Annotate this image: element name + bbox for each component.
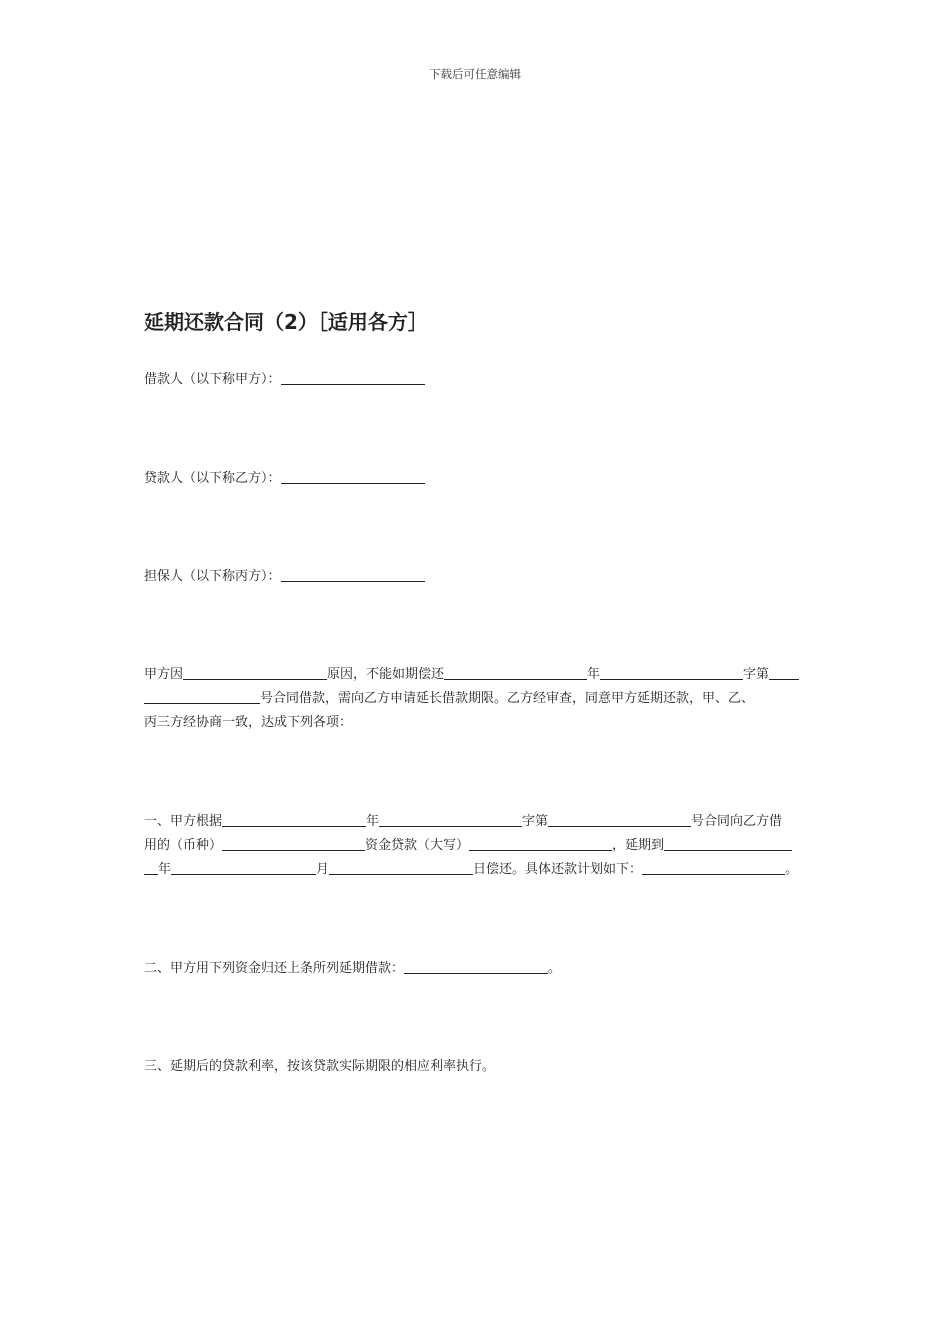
preamble-text: 原因，不能如期偿还 <box>327 667 445 682</box>
contract-no-blank[interactable] <box>548 812 691 827</box>
clause-text: 日偿还。具体还款计划如下： <box>473 862 643 877</box>
repayment-funds-blank[interactable] <box>404 959 548 974</box>
preamble-text: 丙三方经协商一致，达成下列各项： <box>144 715 353 730</box>
clause-text: 字第 <box>522 814 549 829</box>
clause-text: 资金贷款（大写） <box>365 838 470 853</box>
clause-text: 月 <box>316 862 330 877</box>
clause-text: 年 <box>158 862 172 877</box>
preamble-paragraph <box>144 663 820 735</box>
document-title: 延期还款合同（2）［适用各方］ <box>144 310 428 334</box>
clause-text: 三、延期后的贷款利率，按该贷款实际期限的相应利率执行。 <box>144 1059 496 1074</box>
contract-word-blank[interactable] <box>379 812 522 827</box>
extension-month-blank[interactable] <box>171 860 316 875</box>
clause-3 <box>144 1055 820 1079</box>
contract-no-blank[interactable] <box>144 689 260 704</box>
clause-text: 二、甲方用下列资金归还上条所列延期借款： <box>144 961 405 976</box>
lender-label: 贷款人（以下称乙方）： <box>144 471 281 486</box>
year-blank[interactable] <box>444 665 587 680</box>
preamble-text: 年 <box>587 667 601 682</box>
preamble-text: 甲方因 <box>144 667 184 682</box>
reason-blank[interactable] <box>183 665 327 680</box>
extension-day-blank[interactable] <box>329 860 473 875</box>
lender-blank[interactable] <box>281 469 425 484</box>
borrower-blank[interactable] <box>281 370 425 385</box>
clause-text: 。 <box>785 862 799 877</box>
clause-1 <box>144 810 820 882</box>
guarantor-label: 担保人（以下称丙方）： <box>144 569 281 584</box>
guarantor-blank[interactable] <box>281 567 425 582</box>
clause-text: ，延期到 <box>612 838 665 853</box>
lender-line <box>144 467 820 491</box>
borrower-label: 借款人（以下称甲方）： <box>144 372 281 387</box>
repayment-plan-blank[interactable] <box>642 860 785 875</box>
clause-2 <box>144 957 820 981</box>
clause-text: 一、甲方根据 <box>144 814 223 829</box>
guarantor-line <box>144 565 820 589</box>
currency-blank[interactable] <box>222 836 365 851</box>
preamble-text: 号合同借款，需向乙方申请延长借款期限。乙方经审查，同意甲方延期还款，甲、乙、 <box>260 691 755 706</box>
extension-year-blank[interactable] <box>664 836 792 851</box>
amount-blank[interactable] <box>469 836 612 851</box>
preamble-text: 字第 <box>743 667 770 682</box>
contract-year-blank[interactable] <box>222 812 366 827</box>
contract-word-blank[interactable] <box>600 665 743 680</box>
clause-text: 用的（币种） <box>144 838 223 853</box>
extension-year-blank[interactable] <box>144 860 158 875</box>
clause-text: 年 <box>366 814 380 829</box>
clause-text: 号合同向乙方借 <box>691 814 783 829</box>
contract-no-blank[interactable] <box>769 665 799 680</box>
clause-text: 。 <box>548 961 562 976</box>
borrower-line <box>144 368 820 392</box>
header-note: 下载后可任意编辑 <box>429 67 521 81</box>
